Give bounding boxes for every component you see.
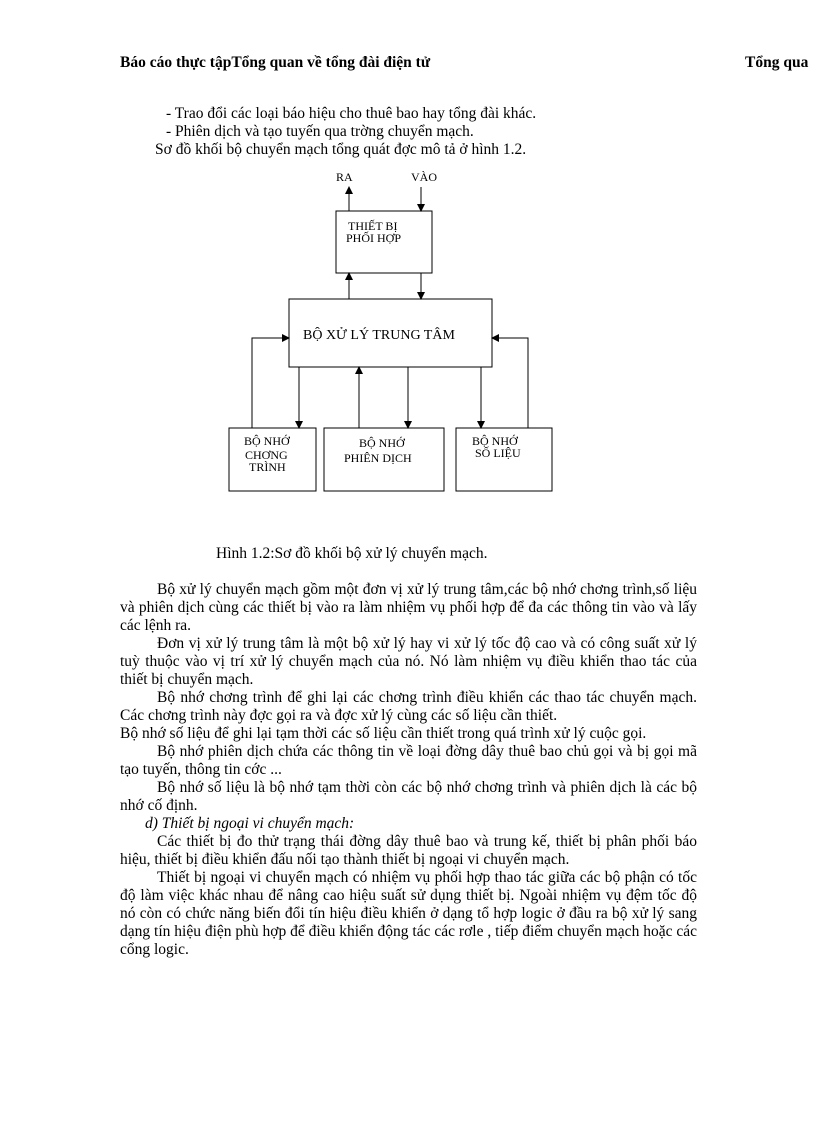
label-vao: VÀO [411, 170, 437, 184]
paragraph-4: Bộ nhớ số liệu để ghi lại tạm thời các số liệu cần thiết trong quá trình xử lý cuộc gọi. [120, 725, 647, 742]
paragraph-8: Thiết bị ngoại vi chuyển mạch có nhiệm vụ phối hợp thao tác giữa các bộ phận có tốc độ làm việc khác nhau để nâng cao hiệu suất sử dụng thiết bị. Ngoài nhiệm vụ đệm tốc độ nó còn có chức năng biến đổi tín hiệu điều khiển ở dạng tổ hợp logic ở đầu ra bộ xử lý sang dạng tín hiệu điện phù hợp để điều khiển động tác các rơle , tiếp điểm chuyển mạch hoặc các cổng logic. [120, 869, 697, 958]
arrow-data-to-cpu [492, 338, 528, 428]
box-program-label-1: BỘ NHỚ [244, 434, 290, 448]
paragraph-2: Đơn vị xử lý trung tâm là một bộ xử lý hay vi xử lý tốc độ cao và có công suất xử lý tuỳ thuộc vào vị trí xử lý chuyển mạch của nó. Nó làm nhiệm vụ điều khiển thao tác của thiết bị chuyển mạch. [120, 635, 697, 688]
figure-caption: Hình 1.2:Sơ đồ khối bộ xử lý chuyển mạch. [216, 545, 488, 562]
box-coordinator-label-2: PHỐI HỢP [346, 231, 402, 245]
intro-line-1: - Trao đổi các loại báo hiệu cho thuê bao hay tổng đài khác. [166, 105, 537, 122]
box-cpu-label: BỘ XỬ LÝ TRUNG TÂM [303, 328, 455, 343]
intro-line-2: - Phiên dịch và tạo tuyến qua trờng chuyển mạch. [166, 123, 474, 140]
paragraph-7: Các thiết bị đo thử trạng thái đờng dây thuê bao và trung kế, thiết bị phân phối báo hiệu, thiết bị điều khiển đấu nối tạo thành thiết bị ngoại vi chuyển mạch. [120, 833, 697, 868]
paragraph-3: Bộ nhớ chơng trình để ghi lại các chơng trình điều khiển các thao tác chuyển mạch. Các chơng trình này đợc gọi ra và đợc xử lý cùng các số liệu cần thiết. [120, 689, 697, 724]
arrow-program-to-cpu [252, 338, 289, 428]
box-translation-label-1: BỘ NHỚ [359, 436, 405, 450]
paragraph-6: Bộ nhớ số liệu là bộ nhớ tạm thời còn các bộ nhớ chơng trình và phiên dịch là các bộ nhớ cố định. [120, 779, 697, 814]
section-heading-d: d) Thiết bị ngoại vi chuyển mạch: [145, 815, 355, 832]
header-title-right: Tổng qua [745, 54, 809, 71]
box-translation-label-2: PHIÊN DỊCH [344, 451, 412, 465]
box-coordinator-label-1: THIẾT BỊ [348, 219, 398, 233]
box-data-label-1: BỘ NHỚ [472, 434, 518, 448]
paragraph-5: Bộ nhớ phiên dịch chứa các thông tin về loại đờng dây thuê bao chủ gọi và bị gọi mã tạo tuyến, thông tin cớc ... [120, 743, 697, 778]
box-program-label-2: CHƠNG [245, 448, 288, 462]
body-text [120, 581, 697, 959]
box-program-label-3: TRÌNH [249, 460, 286, 474]
intro-line-3: Sơ đồ khối bộ chuyển mạch tổng quát đợc mô tả ở hình 1.2. [155, 141, 527, 158]
header-title: Báo cáo thực tậpTổng quan về tổng đài điện tử [120, 54, 431, 71]
box-data-label-2: SỐ LIỆU [475, 446, 521, 460]
label-ra: RA [336, 170, 353, 184]
block-diagram [0, 165, 816, 495]
paragraph-1: Bộ xử lý chuyển mạch gồm một đơn vị xử lý trung tâm,các bộ nhớ chơng trình,số liệu và phiên dịch cùng các thiết bị vào ra làm nhiệm vụ phối hợp để đa các thông tin vào và lấy các lệnh ra. [120, 581, 697, 634]
